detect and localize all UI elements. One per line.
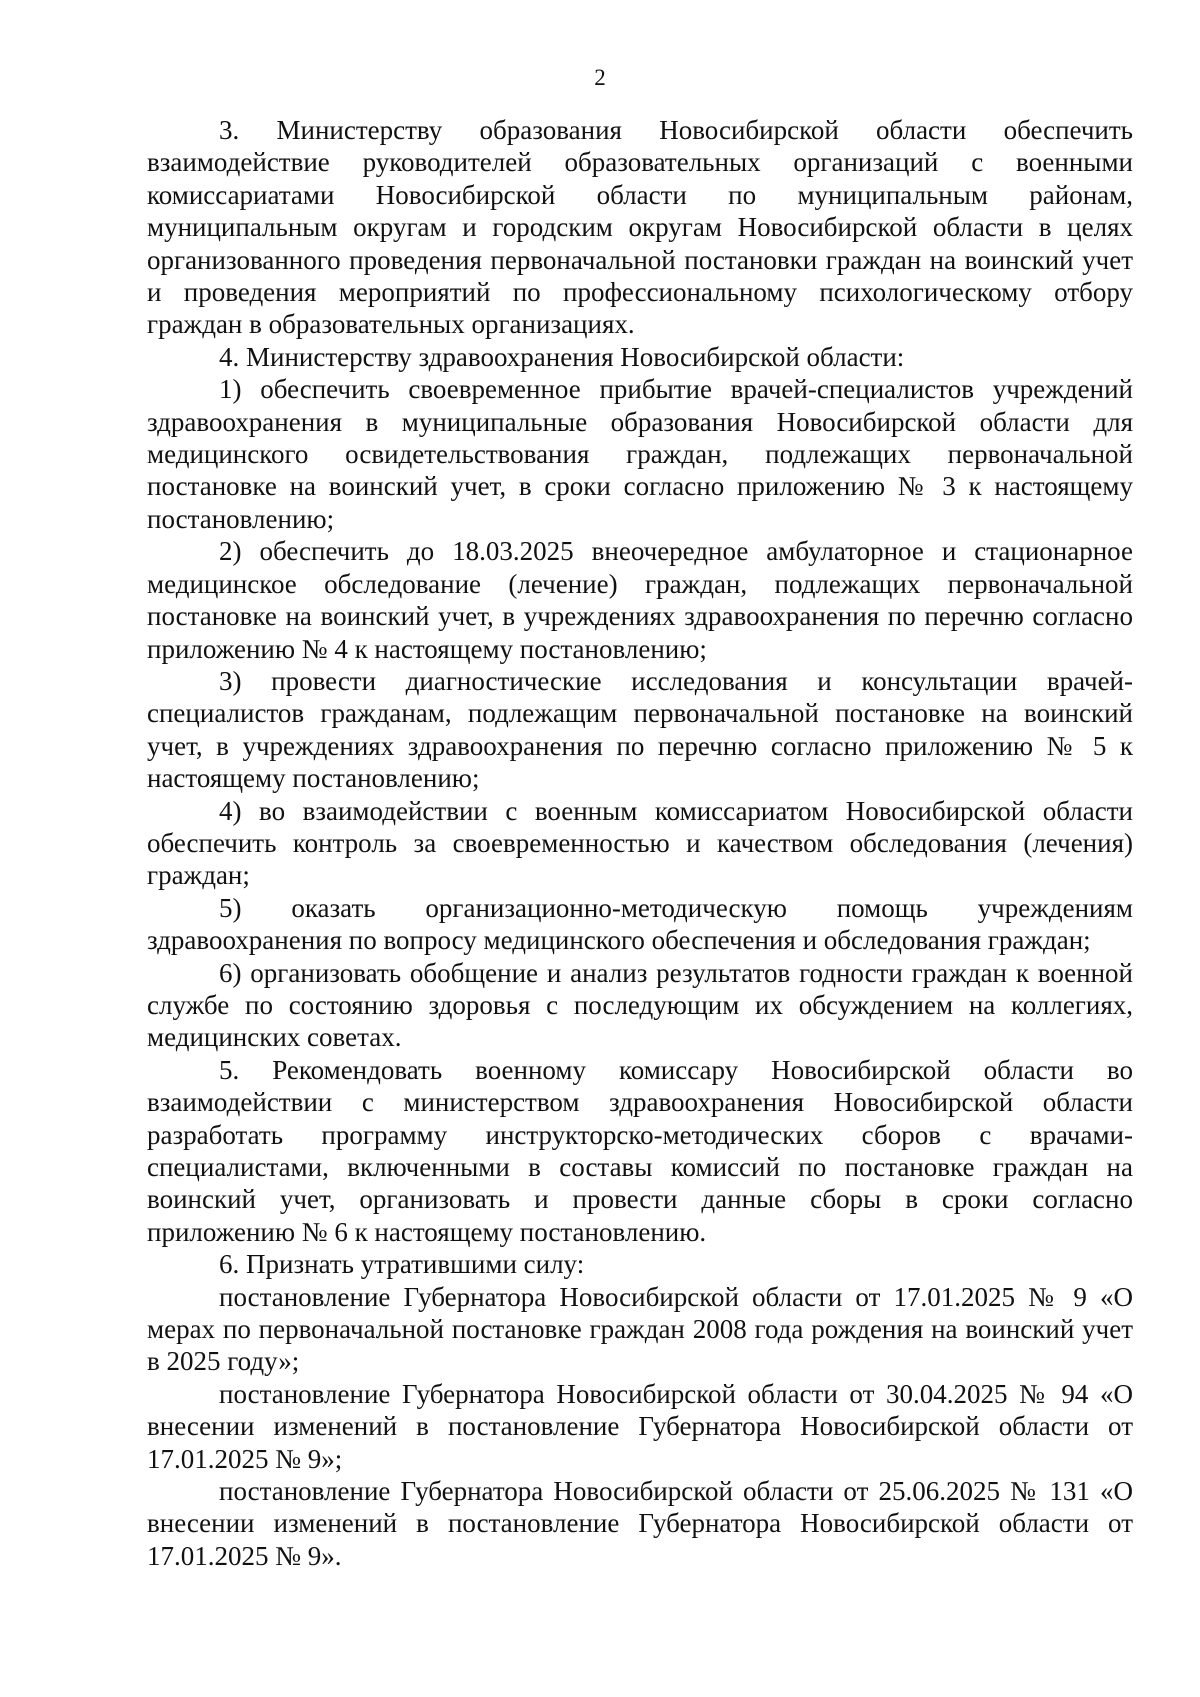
paragraph-subitem-4-6: 6) организовать обобщение и анализ результатов годности граждан к военной службе по состоянию здоровья с последующим их обсуждением на коллегиях, медицинских советах.: [147, 957, 1133, 1053]
paragraph-subitem-4-4: 4) во взаимодействии с военным комиссариатом Новосибирской области обеспечить контроль за своевременностью и качеством обследования (лечения) граждан;: [147, 795, 1133, 891]
page-number: 2: [594, 65, 606, 90]
paragraph-subitem-4-5: 5) оказать организационно-методическую помощь учреждениям здравоохранения по вопросу медицинского обеспечения и обследования граждан;: [147, 892, 1133, 956]
paragraph-subitem-4-3: 3) провести диагностические исследования и консультации врачей-специалистов гражданам, подлежащим первоначальной постановке на воинский учет, в учреждениях здравоохранения по перечню согласно приложению № 5 к настоящему постановлению;: [147, 665, 1133, 794]
paragraph-item-5: 5. Рекомендовать военному комиссару Новосибирской области во взаимодействии с министерством здравоохранения Новосибирской области разработать программу инструкторско-методических сборов с врачами-специалистами, включенными в составы комиссий по постановке граждан на воинский учет, организовать и провести данные сборы в сроки согласно приложению № 6 к настоящему постановлению.: [147, 1054, 1133, 1247]
repealed-decree-1: постановление Губернатора Новосибирской области от 17.01.2025 № 9 «О мерах по первоначальной постановке граждан 2008 года рождения на воинский учет в 2025 году»;: [147, 1281, 1133, 1377]
repealed-decree-3: постановление Губернатора Новосибирской области от 25.06.2025 № 131 «О внесении изменений в постановление Губернатора Новосибирской области от 17.01.2025 № 9».: [147, 1476, 1133, 1571]
paragraph-subitem-4-1: 1) обеспечить своевременное прибытие врачей-специалистов учреждений здравоохранения в муниципальные образования Новосибирской области для медицинского освидетельствования граждан, подлежащих первоначальной постановке на воинский учет, в сроки согласно приложению № 3 к настоящему постановлению;: [147, 374, 1133, 534]
paragraph-subitem-4-2: 2) обеспечить до 18.03.2025 внеочередное амбулаторное и стационарное медицинское обследование (лечение) граждан, подлежащих первоначальной постановке на воинский учет, в учреждениях здравоохранения по перечню согласно приложению № 4 к настоящему постановлению;: [147, 536, 1133, 664]
repealed-decree-2: постановление Губернатора Новосибирской области от 30.04.2025 № 94 «О внесении изменений в постановление Губернатора Новосибирской области от 17.01.2025 № 9»;: [147, 1378, 1133, 1474]
paragraph-item-3: 3. Министерству образования Новосибирской области обеспечить взаимодействие руководителей образовательных организаций с военными комиссариатами Новосибирской области по муниципальным районам, муниципальным округам и городским округам Новосибирской области в целях организованного проведения первоначальной постановки граждан на воинский учет и проведения мероприятий по профессиональному психологическому отбору граждан в образовательных организациях.: [147, 115, 1133, 340]
document-body: [147, 114, 1133, 1572]
paragraph-item-4: 4. Министерству здравоохранения Новосибирской области:: [219, 341, 905, 372]
paragraph-item-6: 6. Признать утратившими силу:: [219, 1249, 585, 1280]
